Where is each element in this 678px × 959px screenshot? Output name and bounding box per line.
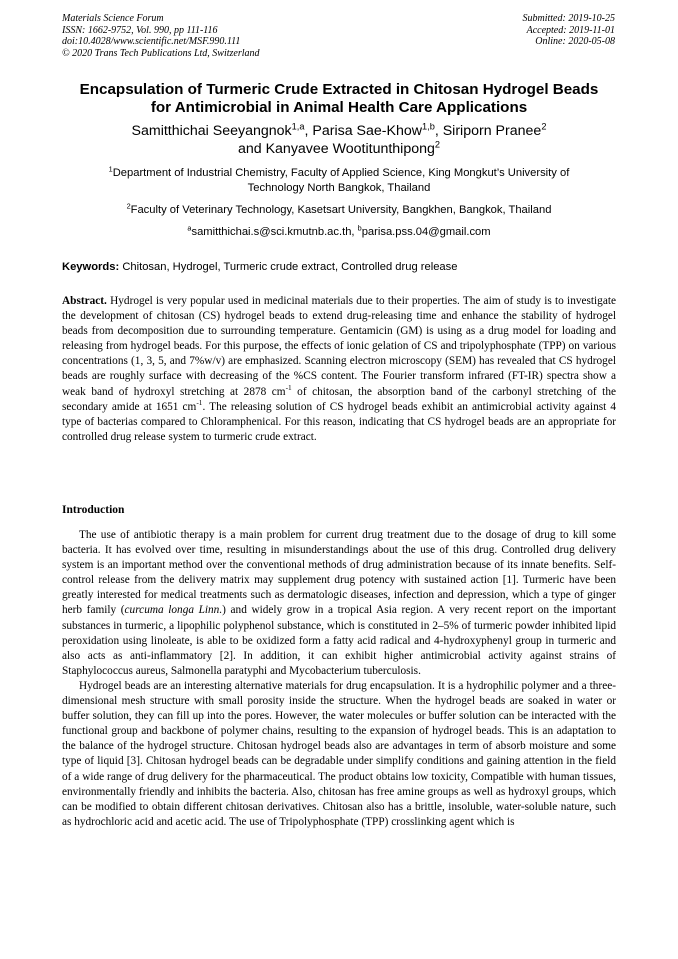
author-affiliation-mark: 1,a xyxy=(291,121,305,132)
abstract-text: Hydrogel is very popular used in medicinal materials due to their properties. The aim of study is to investigate the development of chitosan (CS) hydrogel beads to extend drug-releasing time and enhance the stability of hydrogel beads from decomposition due to surrounding temperature. Gentamicin (GM) is using as a drug model for loading and releasing from hydrogel beads. For this purpose, the effects of ionic gelation of CS and tripolyphosphate (TPP) on various concentrations (1, 3, 5, and 7%w/v) are emphasized. Scanning electron microscopy (SEM) has revealed that CS hydrogel beads are roughly surface with decreasing of the %CS content. The Fourier transform infrared (FT-IR) spectra show a weak band of hydroxyl stretching at 2878 cm xyxy=(62,295,616,398)
journal-header-right xyxy=(523,13,616,48)
affiliation-mark: 2 xyxy=(126,201,131,211)
paragraph-text: The use of antibiotic therapy is a main problem for current drug treatment due to the dosage of drug to kill some bacteria. It has evolved over time, resulting in misunderstandings about the use of this drug. Controlled drug delivery system is an important method over the conventional methods of drug administration because of its innate benefits. Self-control release from the delivery matrix may supplement drug potency with sustained action [1]. Turmeric have been greatly interested for medical treatments such as dermatologic diseases, infection and depression, which a type of ginger herb family ( xyxy=(62,529,616,617)
section-heading: Introduction xyxy=(62,504,125,516)
affiliation-text: Technology North Bangkok, Thailand xyxy=(247,182,431,194)
introduction-body xyxy=(62,528,616,830)
paper-title xyxy=(50,81,628,117)
title-line-2: for Antimicrobial in Animal Health Care Applications xyxy=(150,99,528,116)
email-line xyxy=(62,225,616,240)
abstract-label: Abstract. xyxy=(62,295,107,307)
species-name: curcuma longa Linn. xyxy=(124,604,223,617)
superscript: -1 xyxy=(285,382,292,392)
email-mark: a xyxy=(187,223,192,233)
abstract-text: of chitosan, the absorption band of the carbonyl stretching of the secondary amide at 1651 cm xyxy=(62,385,616,413)
affiliation-text: Faculty of Veterinary Technology, Kasetsart University, Bangkhen, Bangkok, Thailand xyxy=(130,204,552,216)
accepted-date: Accepted: 2019-11-01 xyxy=(526,24,615,36)
author-affiliation-mark: 2 xyxy=(541,121,547,132)
copyright-line: © 2020 Trans Tech Publications Ltd, Switzerland xyxy=(62,47,260,59)
paragraph-text: ) and widely grow in a tropical Asia region. A very recent report on the important substances in turmeric, a lipophilic polyphenol substance, which is constituted in 2–5% of turmeric powder inhibited lipid peroxidation using linoleate, is able to be oxidized form a fatty acid radical and 4-hydroxyphenyl group in turmeric and also acts as anti-inflammatory [2]. In addition, it can exhibit higher antimicrobial activity against strains of Staphylococcus aureus, Salmonella paratyphi and Mycobacterium tuberculosis. xyxy=(62,604,616,677)
email-mark: b xyxy=(357,223,362,233)
title-line-1: Encapsulation of Turmeric Crude Extracted in Chitosan Hydrogel Beads xyxy=(79,81,599,98)
keywords-text: Chitosan, Hydrogel, Turmeric crude extract, Controlled drug release xyxy=(122,261,458,273)
author-list: Samitthichai Seeyangnok$^{1,a}$, Parisa Sae-Khow$^{1,b}$, Siriporn Pranee$^2$ and Kanyavee Wootitunthipong$^2$ xyxy=(131,121,547,157)
submitted-date: Submitted: 2019-10-25 xyxy=(522,13,615,24)
abstract-text: . The releasing solution of CS hydrogel beads exhibit an antimicrobial activity against 4 type of bacterias compared to Chloramphenical. For this reason, indicating that CS hydrogel beads are an appropriate for controlled drug release system to turmeric crude extract. xyxy=(62,400,616,443)
author-affiliation-mark: 1,b xyxy=(422,121,435,132)
keywords-label: Keywords: xyxy=(62,261,120,273)
author-name: Parisa Sae-Khow xyxy=(312,123,422,139)
online-date: Online: 2020-05-08 xyxy=(535,36,615,47)
doi-line: doi:10.4028/www.scientific.net/MSF.990.111 xyxy=(62,36,241,47)
affiliation-1 xyxy=(62,166,616,196)
paragraph xyxy=(62,528,616,679)
author-name: Samitthichai Seeyangnok xyxy=(131,123,292,139)
author-affiliation-mark: 2 xyxy=(434,139,441,150)
author-conjunction: and xyxy=(237,141,262,157)
keywords xyxy=(62,260,616,275)
issn-line: ISSN: 1662-9752, Vol. 990, pp 111-116 xyxy=(62,24,218,36)
journal-name: Materials Science Forum xyxy=(62,13,164,24)
author-name: Siriporn Pranee xyxy=(442,123,542,139)
email-address[interactable]: samitthichai.s@sci.kmutnb.ac.th, xyxy=(191,226,355,238)
affiliation-text: Department of Industrial Chemistry, Faculty of Applied Science, King Mongkut’s University of xyxy=(112,167,570,179)
email-address[interactable]: parisa.pss.04@gmail.com xyxy=(361,226,491,238)
superscript: -1 xyxy=(196,397,203,407)
abstract xyxy=(62,294,616,445)
affiliation-2 xyxy=(62,203,616,218)
author-name: Kanyavee Wootitunthipong xyxy=(265,141,435,157)
journal-header-left xyxy=(62,13,260,59)
affiliation-mark: 1 xyxy=(108,164,113,174)
paragraph: Hydrogel beads are an interesting alternative materials for drug encapsulation. It is a hydrophilic polymer and a three-dimensional mesh structure with small porosity inside the structure. When the hydrogel beads are soaked in water or buffer solution, they can fill up into the pores. However, the water molecules or buffer solution can be interacted with the functional group and backbone of polymer chains, resulting to the expansion of hydrogel beads. This is an adaptation to the balance of the hydrogel structure. Chitosan hydrogel beads also are advantages in term of absorb moisture and some type of liquid [3]. Chitosan hydrogel beads can be degradable under simplify conditions and gaining attention in the field of a wide range of drug delivery for the pharmaceutical. The product obtains low toxicity, Compatible with human tissues, environmentally friendly and inhibits the bacteria. Also, chitosan has free amine groups as well as hydroxyl groups, which can be modified to obtain different chitosan derivatives. Chitosan also has a brittle, insoluble, water-soluble nature, such as hydrochloric acid and acetic acid. The use of Tripolyphosphate (TPP) crosslinking agent which is xyxy=(62,679,616,828)
